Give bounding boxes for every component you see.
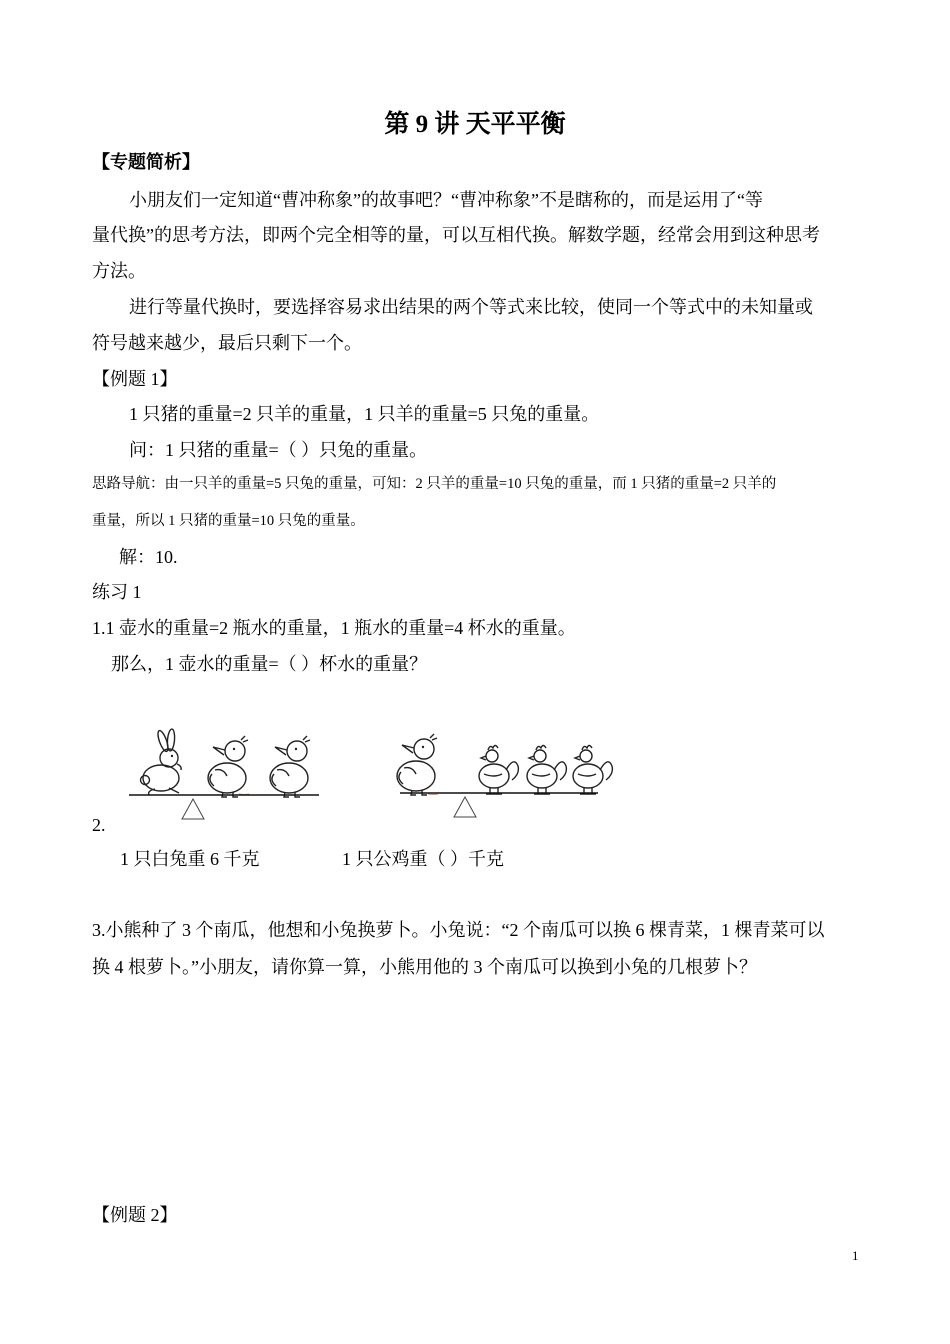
intro-paragraph-1-line-1: 小朋友们一定知道“曹冲称象”的故事吧？“曹冲称象”不是瞎称的，而是运用了“等 [129, 190, 763, 210]
practice-q1-line-2: 那么，1 壶水的重量=（ ）杯水的重量？ [111, 654, 428, 674]
practice-q2-number: 2. [92, 815, 106, 835]
example-1-question: 问：1 只猪的重量=（ ）只兔的重量。 [129, 440, 428, 460]
practice-q3-line-1: 3.小熊种了 3 个南瓜，他想和小兔换萝卜。小兔说：“2 个南瓜可以换 6 棵青菜，1 棵青菜可以 [92, 920, 825, 940]
rooster-icon [479, 746, 518, 795]
duck-icon [270, 736, 310, 797]
rooster-icon [527, 746, 566, 795]
practice-q2-right-caption: 1 只公鸡重（ ）千克 [342, 849, 504, 869]
scale-fulcrum [454, 797, 476, 817]
intro-heading: 【专题简析】 [92, 152, 200, 172]
example-1-given: 1 只猪的重量=2 只羊的重量，1 只羊的重量=5 只兔的重量。 [129, 404, 600, 424]
left-balance-scale [125, 730, 325, 825]
practice-1-heading: 练习 1 [92, 582, 142, 602]
right-balance-scale [398, 730, 623, 825]
scale-fulcrum [182, 799, 204, 819]
intro-paragraph-1-line-2: 量代换”的思考方法，即两个完全相等的量，可以互相代换。解数学题，经常会用到这种思考 [92, 225, 820, 245]
intro-paragraph-2-line-2: 符号越来越少，最后只剩下一个。 [92, 333, 362, 353]
page-title: 第 9 讲 天平平衡 [384, 111, 566, 138]
practice-q1-line-1: 1.1 壶水的重量=2 瓶水的重量，1 瓶水的重量=4 杯水的重量。 [92, 618, 576, 638]
example-2-heading: 【例题 2】 [92, 1205, 178, 1225]
practice-q2-left-caption: 1 只白兔重 6 千克 [120, 849, 260, 869]
example-1-hint-line-1: 思路导航：由一只羊的重量=5 只兔的重量，可知：2 只羊的重量=10 只兔的重量，而 1 只猪的重量=2 只羊的 [92, 476, 777, 492]
intro-paragraph-1-line-3: 方法。 [92, 261, 146, 281]
duck-icon [208, 736, 249, 797]
page-number: 1 [852, 1248, 859, 1263]
example-1-answer: 解：10. [119, 547, 178, 567]
rabbit-icon [141, 729, 182, 795]
example-1-hint-line-2: 重量，所以 1 只猪的重量=10 只兔的重量。 [92, 513, 365, 529]
practice-q3-line-2: 换 4 根萝卜。”小朋友，请你算一算，小熊用他的 3 个南瓜可以换到小兔的几根萝卜？ [92, 957, 757, 977]
duck-icon [397, 734, 438, 795]
intro-paragraph-2-line-1: 进行等量代换时，要选择容易求出结果的两个等式来比较，使同一个等式中的未知量或 [129, 297, 813, 317]
rooster-icon [573, 746, 612, 795]
example-1-heading: 【例题 1】 [92, 369, 178, 389]
